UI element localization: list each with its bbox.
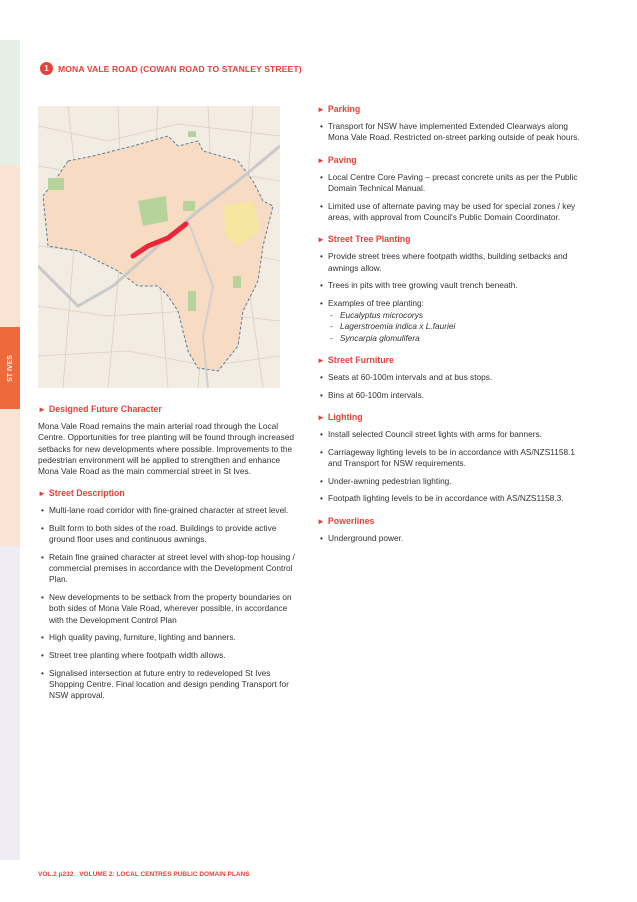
street-tree-planting-list [317, 251, 585, 343]
side-strip-lilac [0, 546, 20, 860]
list-item: • Trees in pits with tree growing vault trench beneath. [320, 280, 518, 291]
list-item: • Seats at 60-100m intervals and at bus stops. [320, 371, 493, 382]
list-item: • Provide street trees where footpath widths, building setbacks and awnings allow. [320, 251, 568, 273]
list-item: • Under-awning pedestrian lighting. [320, 475, 452, 486]
paving-heading: ► Paving [317, 154, 357, 165]
side-strip-green [0, 40, 20, 165]
parking-list [317, 121, 585, 143]
arrow-right-icon: ► [38, 405, 46, 414]
arrow-right-icon: ► [317, 105, 325, 114]
street-tree-planting-heading: ► Street Tree Planting [317, 234, 411, 245]
list-item: • Retain fine grained character at street level with shop-top housing / commercial premises in accordance with the Development Control Plan. [41, 552, 295, 585]
powerlines-heading: ► Powerlines [317, 515, 375, 526]
street-description-list [38, 505, 296, 701]
list-item: • High quality paving, furniture, lighting and banners. [41, 632, 236, 643]
tree-species-list [328, 310, 585, 344]
designed-future-character-heading: ► Designed Future Character [38, 404, 162, 414]
side-tab-label: ST IVES [6, 354, 14, 382]
left-column [38, 404, 296, 712]
street-furniture-list [317, 372, 585, 401]
list-item: • Local Centre Core Paving – precast concrete units as per the Public Domain Technical Manual. [320, 171, 578, 194]
list-item: • Signalised intersection at future entry to redeveloped St Ives Shopping Centre. Final location and design pending Transport for NSW approval. [41, 667, 289, 701]
lighting-heading: ► Lighting [317, 411, 363, 422]
list-item: • Multi-lane road corridor with fine-grained character at street level. [41, 505, 289, 516]
arrow-right-icon: ► [317, 235, 325, 245]
street-description-heading: ► Street Description [38, 488, 125, 499]
list-item: • Carriageway lighting levels to be in accordance with AS/NZS1158.1 and Transport for NSW requirements. [320, 446, 576, 468]
side-strip-peach-lower [0, 409, 20, 546]
powerlines-list [317, 533, 585, 544]
street-furniture-heading: ► Street Furniture [317, 354, 394, 365]
list-item: • Limited use of alternate paving may be used for special zones / key areas, with approval from Council's Public Domain Coordinator. [320, 200, 576, 222]
species-item: - Eucalyptus microcorys [330, 310, 423, 321]
arrow-right-icon: ► [38, 489, 46, 499]
side-tab[interactable] [0, 327, 20, 409]
species-item: - Lagerstroemia indica x L.fauriei [330, 321, 456, 332]
list-item: • Examples of tree planting: - Eucalyptus microcorys - Lagerstroemia indica x L.fauriei - Syncarpia glomulifera [317, 298, 585, 344]
list-item: • Transport for NSW have implemented Extended Clearways along Mona Vale Road. Restricted on-street parking outside of peak hours. [320, 121, 580, 143]
page-footer [38, 871, 254, 878]
section-number-badge: 1 [40, 62, 53, 75]
section-heading [40, 62, 302, 75]
list-item: • Bins at 60-100m intervals. [320, 389, 424, 400]
arrow-right-icon: ► [317, 355, 325, 365]
designed-future-character-text: Mona Vale Road remains the main arterial road through the Local Centre. Opportunities for tree planting will be found through increased setbacks for new developments where possible. Improvements to the pedestrian environment will be applied to strengthen and enhance Mona Vale Road as the main commercial street in St Ives. [38, 421, 294, 477]
side-strip-peach [0, 165, 20, 327]
footer-page-number: VOL.2 p232 [38, 871, 74, 878]
section-title: MONA VALE ROAD (COWAN ROAD TO STANLEY STREET) [58, 63, 302, 74]
right-column [317, 104, 585, 555]
list-item: • New developments to be setback from the property boundaries on both sides of Mona Vale Road, wherever possible, in accordance with the Development Control Plan [41, 592, 292, 625]
list-item: • Footpath lighting levels to be in accordance with AS/NZS1158.3. [320, 493, 564, 504]
paving-list [317, 172, 585, 223]
list-item: • Built form to both sides of the road. Buildings to provide active ground floor uses and continuous awnings. [41, 523, 277, 545]
list-item: • Install selected Council street lights with arms for banners. [320, 429, 542, 440]
footer-title: VOLUME 2: LOCAL CENTRES PUBLIC DOMAIN PLANS [79, 871, 250, 878]
species-item: - Syncarpia glomulifera [330, 332, 420, 343]
list-item: • Underground power. [320, 532, 404, 543]
arrow-right-icon: ► [317, 155, 325, 165]
arrow-right-icon: ► [317, 516, 325, 526]
locality-map [38, 106, 280, 388]
list-item: • Street tree planting where footpath width allows. [41, 649, 226, 660]
parking-heading: ► Parking [317, 104, 361, 114]
lighting-list [317, 429, 585, 505]
arrow-right-icon: ► [317, 412, 325, 422]
